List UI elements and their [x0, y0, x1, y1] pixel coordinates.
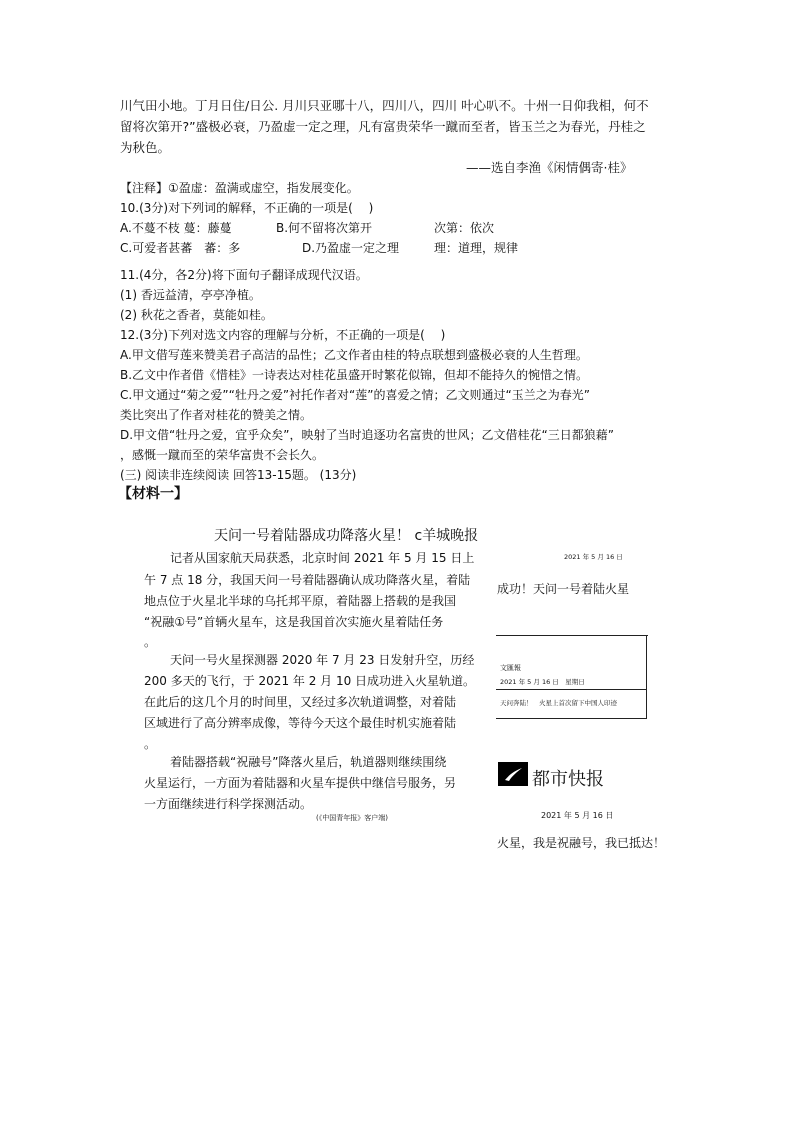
side2-bottom-rule — [496, 718, 647, 719]
question-12-option-c-line-2: 类比突出了作者对桂花的赞美之情。 — [120, 408, 313, 422]
question-11-sentence-2: (2) 秋花之香者，莫能如桂。 — [120, 308, 273, 322]
article-p1-line-5: 。 — [144, 635, 157, 649]
question-12-option-c-line-1: C.甲文通过“菊之爱”“牡丹之爱”衬托作者对“莲”的喜爱之情；乙文则通过“玉兰之为春光” — [120, 388, 590, 402]
question-11-stem: 11.(4分，各2分)将下面句子翻译成现代汉语。 — [120, 268, 368, 282]
question-10-option-a: A.不蔓不枝 蔓：藤蔓 — [120, 221, 232, 235]
article-headline: 天问一号着陆器成功降落火星！ c羊城晚报 — [214, 528, 479, 544]
article-p2-line-3: 在此后的这几个月的时间里，又经过多次轨道调整，对着陆 — [144, 695, 457, 709]
material-1-label: 【材料一】 — [118, 486, 188, 502]
side2-date: 2021 年 5 月 16 日 星期日 — [500, 678, 585, 686]
question-12-option-d-line-1: D.甲文借“牡丹之爱，宜乎众矣”，映射了当时追逐功名富贵的世风；乙文借桂花“三日都狼藉” — [120, 428, 614, 442]
question-12-option-d-line-2: ，感慨一蹴而至的荣华富贵不会长久。 — [120, 448, 325, 462]
side3-date: 2021 年 5 月 16 日 — [541, 811, 614, 820]
side2-headline: 天问奔陆！ 火星上首次留下中国人印迹 — [500, 699, 617, 707]
question-10-option-b: B.何不留将次第开 — [276, 221, 373, 235]
passage-source: ——选自李渔《闲情偶寄·桂》 — [466, 160, 633, 175]
question-12-option-b: B.乙文中作者借《惜桂》一诗表达对桂花虽盛开时繁花似锦，但却不能持久的惋惜之情。 — [120, 368, 589, 382]
side3-headline: 火星，我是祝融号，我已抵达！ — [497, 836, 666, 850]
article-p2-line-4: 区域进行了高分辨率成像，等待今天这个最佳时机实施着陆 — [144, 716, 457, 730]
article-p2-line-1: 天问一号火星探测器 2020 年 7 月 23 日发射升空，历经 — [170, 653, 475, 667]
article-p2-line-5: 。 — [144, 737, 157, 751]
question-10-option-d: D.乃盈虚一定之理 — [302, 241, 400, 255]
article-p1-line-1: 记者从国家航天局获悉，北京时间 2021 年 5 月 15 日上 — [170, 551, 475, 565]
side2-top-rule — [496, 635, 648, 636]
dushi-kuaibao-logo-icon — [498, 762, 528, 786]
question-10-option-b-def: 次第：依次 — [434, 221, 495, 235]
article-p3-line-2: 火星运行，一方面为着陆器和火星车提供中继信号服务，另 — [144, 776, 457, 790]
side1-headline: 成功！天问一号着陆火星 — [497, 582, 630, 596]
article-p2-line-2: 200 多天的飞行，于 2021 年 2 月 10 日成功进入火星轨道。 — [144, 674, 476, 688]
note: 【注释】①盈虚：盈满或虚空，指发展变化。 — [120, 181, 359, 195]
swoosh-icon — [498, 762, 528, 786]
article-p1-line-4: “祝融①号”首辆火星车，这是我国首次实施火星着陆任务 — [144, 615, 444, 629]
article-p3-line-1: 着陆器搭载“祝融号”降落火星后，轨道器则继续围绕 — [170, 755, 447, 769]
side2-paper-name: 文匯報 — [500, 664, 521, 672]
side2-middle-rule — [496, 689, 647, 690]
passage-line-1: 川气田小地。丁月日住/日公. 月川只亚哪十八，四川八，四川 叶心叭不。十州一日仰我相，何不 — [120, 98, 649, 113]
question-12-stem: 12.(3分)下列对选文内容的理解与分析，不正确的一项是( ) — [120, 328, 446, 342]
passage-line-2: 留将次第开?”盛极必衰，乃盈虚一定之理，凡有富贵荣华一蹴而至者，皆玉兰之为春光，丹桂之 — [120, 119, 646, 134]
section-3-title: (三) 阅读非连续阅读 回答13-15题。 (13分) — [120, 468, 357, 482]
article-p1-line-3: 地点位于火星北半球的乌托邦平原，着陆器上搭载的是我国 — [144, 594, 457, 608]
question-10-option-d-def: 理：道理，规律 — [434, 241, 519, 255]
article-source: (《中国青年报》客户端) — [316, 814, 388, 822]
side3-paper-name: 都市快报 — [532, 769, 604, 790]
side2-right-rule — [646, 635, 647, 719]
question-11-sentence-1: (1) 香远益清，亭亭净植。 — [120, 288, 261, 302]
question-12-option-a: A.甲文借写莲来赞美君子高洁的品性；乙文作者由桂的特点联想到盛极必衰的人生哲理。 — [120, 348, 588, 362]
article-p3-line-3: 一方面继续进行科学探测活动。 — [144, 797, 313, 811]
question-10-option-c: C.可爱者甚蕃 蕃：多 — [120, 241, 241, 255]
article-p1-line-2: 午 7 点 18 分，我国天问一号着陆器确认成功降落火星，着陆 — [144, 573, 471, 587]
passage-line-3: 为秋色。 — [120, 140, 171, 155]
side1-date: 2021 年 5 月 16 日 — [564, 553, 623, 561]
question-10-stem: 10.(3分)对下列词的解释，不正确的一项是( ) — [120, 201, 374, 215]
